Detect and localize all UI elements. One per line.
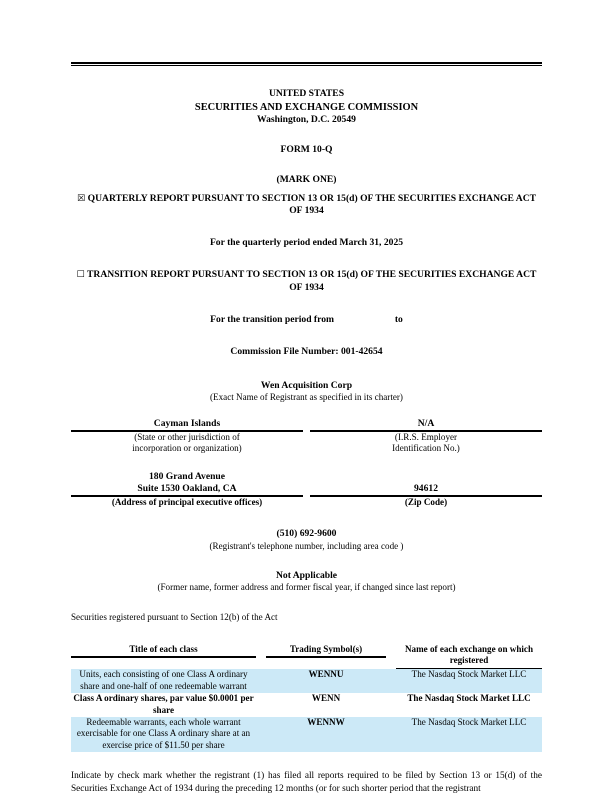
row0-symbol: WENNU <box>266 669 386 693</box>
header-exchange-name: Name of each exchange on which registered <box>404 643 534 666</box>
securities-table <box>71 644 542 752</box>
quarterly-report-checkbox[interactable]: ☒ <box>76 192 86 204</box>
row1-title: Class A ordinary shares, par value $0.0001 per share <box>73 693 254 715</box>
document-body <box>71 62 542 796</box>
transition-period-line <box>71 314 542 326</box>
zip-value: 94612 <box>414 483 438 495</box>
registrant-name-caption: (Exact Name of Registrant as specified in its charter) <box>210 392 403 403</box>
agency-name: SECURITIES AND EXCHANGE COMMISSION <box>194 101 419 113</box>
footer-paragraph: Indicate by check mark whether the registrant (1) has filed all reports required to be filed by Section 13 or 15(d) of the Securities Exchange Act of 1934 during the preceding 12 months (or for such shorter period that the registrant <box>71 771 542 795</box>
telephone-caption: (Registrant's telephone number, including area code ) <box>209 540 404 551</box>
former-name-value: Not Applicable <box>275 570 338 582</box>
address-caption: (Address of principal executive offices) <box>111 496 263 507</box>
header-title-of-class: Title of each class <box>129 643 198 654</box>
registrant-name: Wen Acquisition Corp <box>260 380 353 392</box>
jurisdiction-irs-captions <box>71 432 542 455</box>
quarterly-report-label: QUARTERLY REPORT PURSUANT TO SECTION 13 OR 15(d) OF THE SECURITIES EXCHANGE ACT OF 1934 <box>87 192 537 216</box>
table-row <box>71 669 542 693</box>
agency-country: UNITED STATES <box>268 88 345 100</box>
row2-title: Redeemable warrants, each whole warrant exercisable for one Class A ordinary share at an exercise price of $11.50 per share <box>71 717 256 752</box>
commission-file-number: Commission File Number: 001-42654 <box>230 345 383 357</box>
form-type: FORM 10-Q <box>280 144 333 156</box>
row1-exchange: The Nasdaq Stock Market LLC <box>407 693 531 704</box>
telephone-value: (510) 692-9600 <box>276 528 337 540</box>
irs-value: N/A <box>417 417 435 429</box>
transition-report-option[interactable] <box>71 269 542 293</box>
row0-title: Units, each consisting of one Class A ordinary share and one-half of one redeemable warrant <box>71 669 256 693</box>
zip-caption: (Zip Code) <box>404 496 448 507</box>
mark-one-label: (MARK ONE) <box>276 174 337 186</box>
jurisdiction-caption: (State or other jurisdiction of incorporation or organization) <box>132 431 242 454</box>
header-rule-2 <box>266 656 386 658</box>
transition-report-checkbox[interactable]: ☐ <box>76 269 85 281</box>
former-name-caption: (Former name, former address and former fiscal year, if changed since last report) <box>157 582 456 593</box>
table-row <box>71 693 542 717</box>
transition-period-to-label: to <box>394 313 403 325</box>
address-value: 180 Grand Avenue Suite 1530 Oakland, CA <box>137 470 237 495</box>
row1-symbol: WENN <box>311 693 341 704</box>
transition-report-label: TRANSITION REPORT PURSUANT TO SECTION 13 OR 15(d) OF THE SECURITIES EXCHANGE ACT OF 1934 <box>87 269 537 293</box>
table-header-row <box>71 644 542 670</box>
header-rule-1 <box>71 656 256 658</box>
jurisdiction-value: Cayman Islands <box>153 417 221 429</box>
jurisdiction-irs-values <box>71 418 542 430</box>
address-zip-values <box>71 471 542 495</box>
header-trading-symbol: Trading Symbol(s) <box>289 643 363 654</box>
quarterly-report-option[interactable] <box>71 193 542 217</box>
agency-address: Washington, D.C. 20549 <box>257 114 356 126</box>
row2-exchange: The Nasdaq Stock Market LLC <box>396 717 542 752</box>
irs-caption: (I.R.S. Employer Identification No.) <box>392 431 460 454</box>
securities-registered-intro: Securities registered pursuant to Section 12(b) of the Act <box>71 612 278 623</box>
table-row <box>71 717 542 752</box>
row0-exchange: The Nasdaq Stock Market LLC <box>396 669 542 693</box>
transition-period-from-label: For the transition period from <box>210 313 334 325</box>
address-zip-captions <box>71 497 542 509</box>
quarterly-period: For the quarterly period ended March 31, 2025 <box>209 237 404 249</box>
row2-symbol: WENNW <box>266 717 386 752</box>
